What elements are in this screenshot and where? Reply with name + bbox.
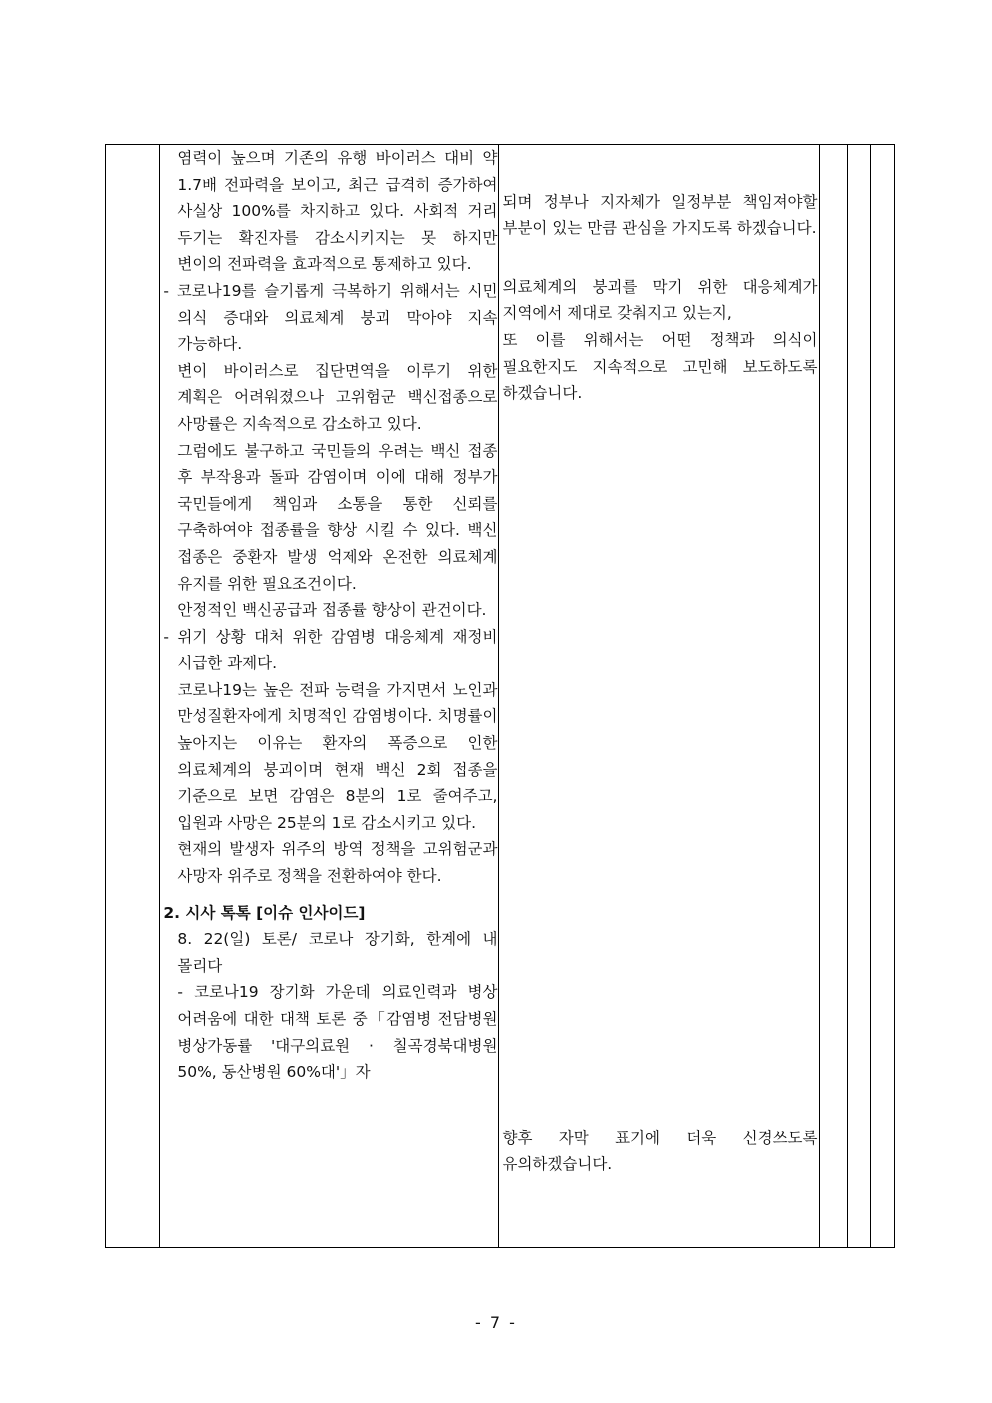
content-table: [105, 144, 895, 1248]
left-paragraph: 8. 22(일) 토론/ 코로나 장기화, 한계에 내 몰리다: [177, 930, 498, 975]
page-number: - 7 -: [475, 1313, 517, 1332]
empty-cell: [870, 145, 894, 1248]
left-paragraph: 현재의 발생자 위주의 방역 정책을 고위험군과 사망자 위주로 정책을 전환하여야 한다.: [177, 840, 498, 886]
section-heading: 2. 시사 톡톡 [이슈 인사이드]: [163, 903, 366, 922]
response-paragraph: 또 이를 위해서는 어떤 정책과 의식이 필요한지도 지속적으로 고민해 보도하도록 하겠습니다.: [502, 330, 818, 403]
response-paragraph: 되며 정부나 지자체가 일정부분 책임져야할 부분이 있는 만큼 관심을 가지도록 하겠습니다.: [502, 192, 818, 238]
left-paragraph: 변이 바이러스로 집단면역을 이루기 위한 계획은 어려워졌으나 고위험군 백신접종으로 사망률은 지속적으로 감소하고 있다.: [177, 361, 498, 433]
response-paragraph: 의료체계의 붕괴를 막기 위한 대응체계가 지역에서 제대로 갖춰지고 있는지,: [502, 277, 818, 323]
response-cell: [499, 145, 819, 1248]
left-bullet: - 코로나19를 슬기롭게 극복하기 위해서는 시민 의식 증대와 의료체계 붕괴 막아야 지속 가능하다.: [163, 281, 498, 354]
left-paragraph: 코로나19는 높은 전파 능력을 가지면서 노인과 만성질환자에게 치명적인 감염병이다. 치명률이 높아지는 이유는 환자의 폭증으로 인한 의료체계의 붕괴이며 현재 백신 2회 접종을 기준으로 보면 감염은 8분의 1로 줄여주고, 입원과 사망은 25분의 1로 감소시키고 있다.: [177, 680, 498, 832]
review-content-cell: [160, 145, 499, 1248]
left-paragraph: 안정적인 백신공급과 접종률 향상이 관건이다.: [177, 601, 487, 620]
left-paragraph: 그럼에도 불구하고 국민들의 우려는 백신 접종 후 부작용과 돌파 감염이며 이에 대해 정부가 국민들에게 책임과 소통을 통한 신뢰를 구축하여야 접종률을 향상 시킬 수 있다. 백신 접종은 중환자 발생 억제와 온전한 의료체계 유지를 위한 필요조건이다.: [177, 441, 498, 593]
response-paragraph: 향후 자막 표기에 더욱 신경쓰도록 유의하겠습니다.: [502, 1128, 818, 1174]
empty-cell-first: [106, 145, 160, 1248]
left-paragraph: - 코로나19 장기화 가운데 의료인력과 병상 어려움에 대한 대책 토론 중「감염병 전담병원 병상가동률 '대구의료원 · 칠곡경북대병원 50%, 동산병원 60%대'」자: [177, 983, 498, 1082]
table-row: [106, 145, 895, 1248]
empty-cell: [819, 145, 847, 1248]
left-paragraph: 염력이 높으며 기존의 유행 바이러스 대비 약 1.7배 전파력을 보이고, 최근 급격히 증가하여 사실상 100%를 차지하고 있다. 사회적 거리 두기는 확진자를 감소시키지는 못 하지만 변이의 전파력을 효과적으로 통제하고 있다.: [177, 149, 498, 274]
left-bullet: - 위기 상황 대처 위한 감염병 대응체계 재정비 시급한 과제다.: [163, 627, 498, 673]
empty-cell: [847, 145, 870, 1248]
